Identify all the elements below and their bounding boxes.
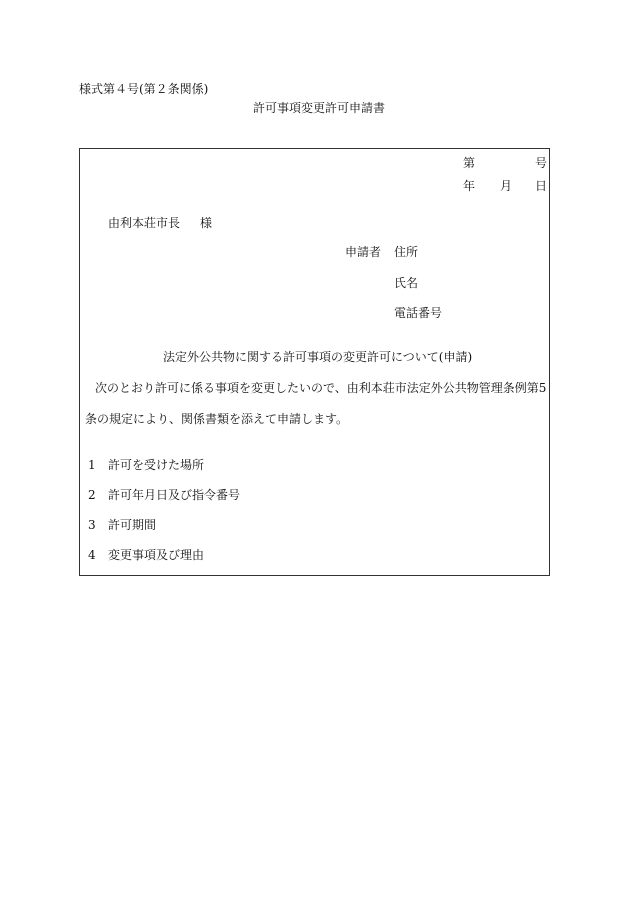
document-number-suffix: 号 [535,156,548,170]
list-item-number: 2 [88,488,96,502]
list-item-number: 1 [88,458,96,472]
form-number: 様式第４号(第２条関係) [79,82,209,96]
addressee: 由利本荘市長 [108,216,181,230]
date-day-label: 日 [535,179,548,193]
body-text-line-2: 条の規定により、関係書類を添えて申請します。 [85,412,349,426]
date-month-label: 月 [500,179,513,193]
phone-label: 電話番号 [394,306,443,320]
document-number-prefix: 第 [463,156,476,170]
applicant-label: 申請者 [345,245,382,259]
addressee-honorific: 様 [200,216,213,230]
name-label: 氏名 [394,276,419,290]
list-item [88,458,204,472]
list-item [88,518,156,532]
list-item [88,548,204,562]
document-title: 許可事項変更許可申請書 [253,101,386,115]
list-item-label: 許可を受けた場所 [108,458,205,472]
address-label: 住所 [394,245,419,259]
list-item [88,488,240,502]
date-year-label: 年 [463,179,476,193]
list-item-number: 3 [88,518,96,532]
body-text-line-1: 次のとおり許可に係る事項を変更したいので、由利本荘市法定外公共物管理条例第5 [95,381,547,395]
list-item-label: 許可期間 [108,518,157,532]
list-item-label: 変更事項及び理由 [108,548,205,562]
list-item-label: 許可年月日及び指令番号 [108,488,241,502]
subject-line: 法定外公共物に関する許可事項の変更許可について(申請) [163,350,473,364]
list-item-number: 4 [88,548,96,562]
